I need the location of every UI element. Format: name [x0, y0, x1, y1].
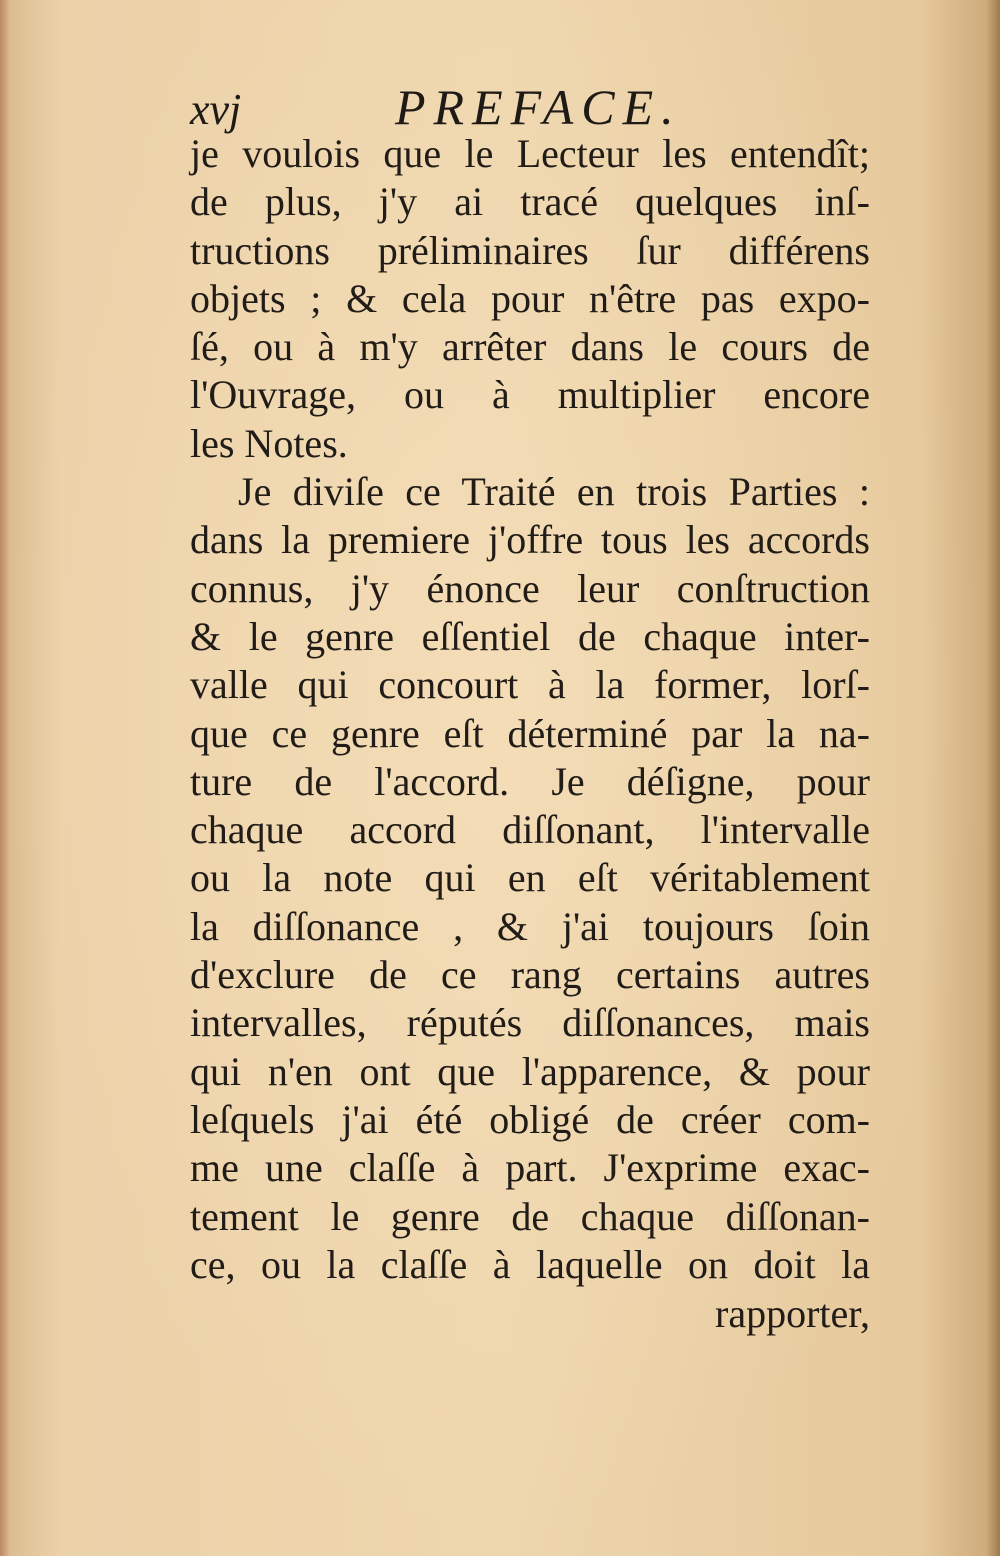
text-line: ſé, ou à m'y arrêter dans le cours de [190, 324, 870, 370]
text-line: valle qui concourt à la former, lorſ- [190, 662, 870, 708]
page-edge-right [986, 0, 1000, 1556]
page-edge-left [0, 0, 10, 1556]
text-line: intervalles, réputés diſſonances, mais [190, 1000, 870, 1046]
page-number: xvj [190, 85, 242, 134]
text-line: leſquels j'ai été obligé de créer com- [190, 1096, 870, 1142]
page-header [190, 78, 870, 138]
running-title: PREFACE. [395, 79, 682, 135]
text-line: ture de l'accord. Je déſigne, pour [190, 758, 870, 804]
body-text [190, 130, 870, 1289]
text-line: tructions préliminaires ſur différens [190, 227, 870, 273]
text-line: & le genre eſſentiel de chaque inter- [190, 613, 870, 659]
text-line: chaque accord diſſonant, l'intervalle [190, 807, 870, 853]
text-line: la diſſonance , & j'ai toujours ſoin [190, 903, 870, 949]
text-line: dans la premiere j'offre tous les accords [190, 517, 870, 563]
text-line: l'Ouvrage, ou à multiplier encore [190, 372, 870, 418]
text-line: tement le genre de chaque diſſonan- [190, 1193, 870, 1239]
text-line: connus, j'y énonce leur conſtruction [190, 565, 870, 611]
text-line: de plus, j'y ai tracé quelques inſ- [190, 179, 870, 225]
text-line: je voulois que le Lecteur les entendît; [190, 131, 870, 176]
text-line: les Notes. [190, 420, 348, 466]
text-line: ce, ou la claſſe à laquelle on doit la [190, 1241, 870, 1287]
text-line: que ce genre eſt déterminé par la na- [190, 710, 870, 756]
text-line: qui n'en ont que l'apparence, & pour [190, 1048, 870, 1094]
text-line: ou la note qui en eſt véritablement [190, 855, 870, 901]
text-line: me une claſſe à part. J'exprime exac- [190, 1145, 870, 1191]
text-line: objets ; & cela pour n'être pas expo- [190, 275, 870, 321]
text-line: d'exclure de ce rang certains autres [190, 952, 870, 998]
text-line: Je diviſe ce Traité en trois Parties : [238, 469, 870, 515]
catchword: rapporter, [715, 1291, 870, 1336]
